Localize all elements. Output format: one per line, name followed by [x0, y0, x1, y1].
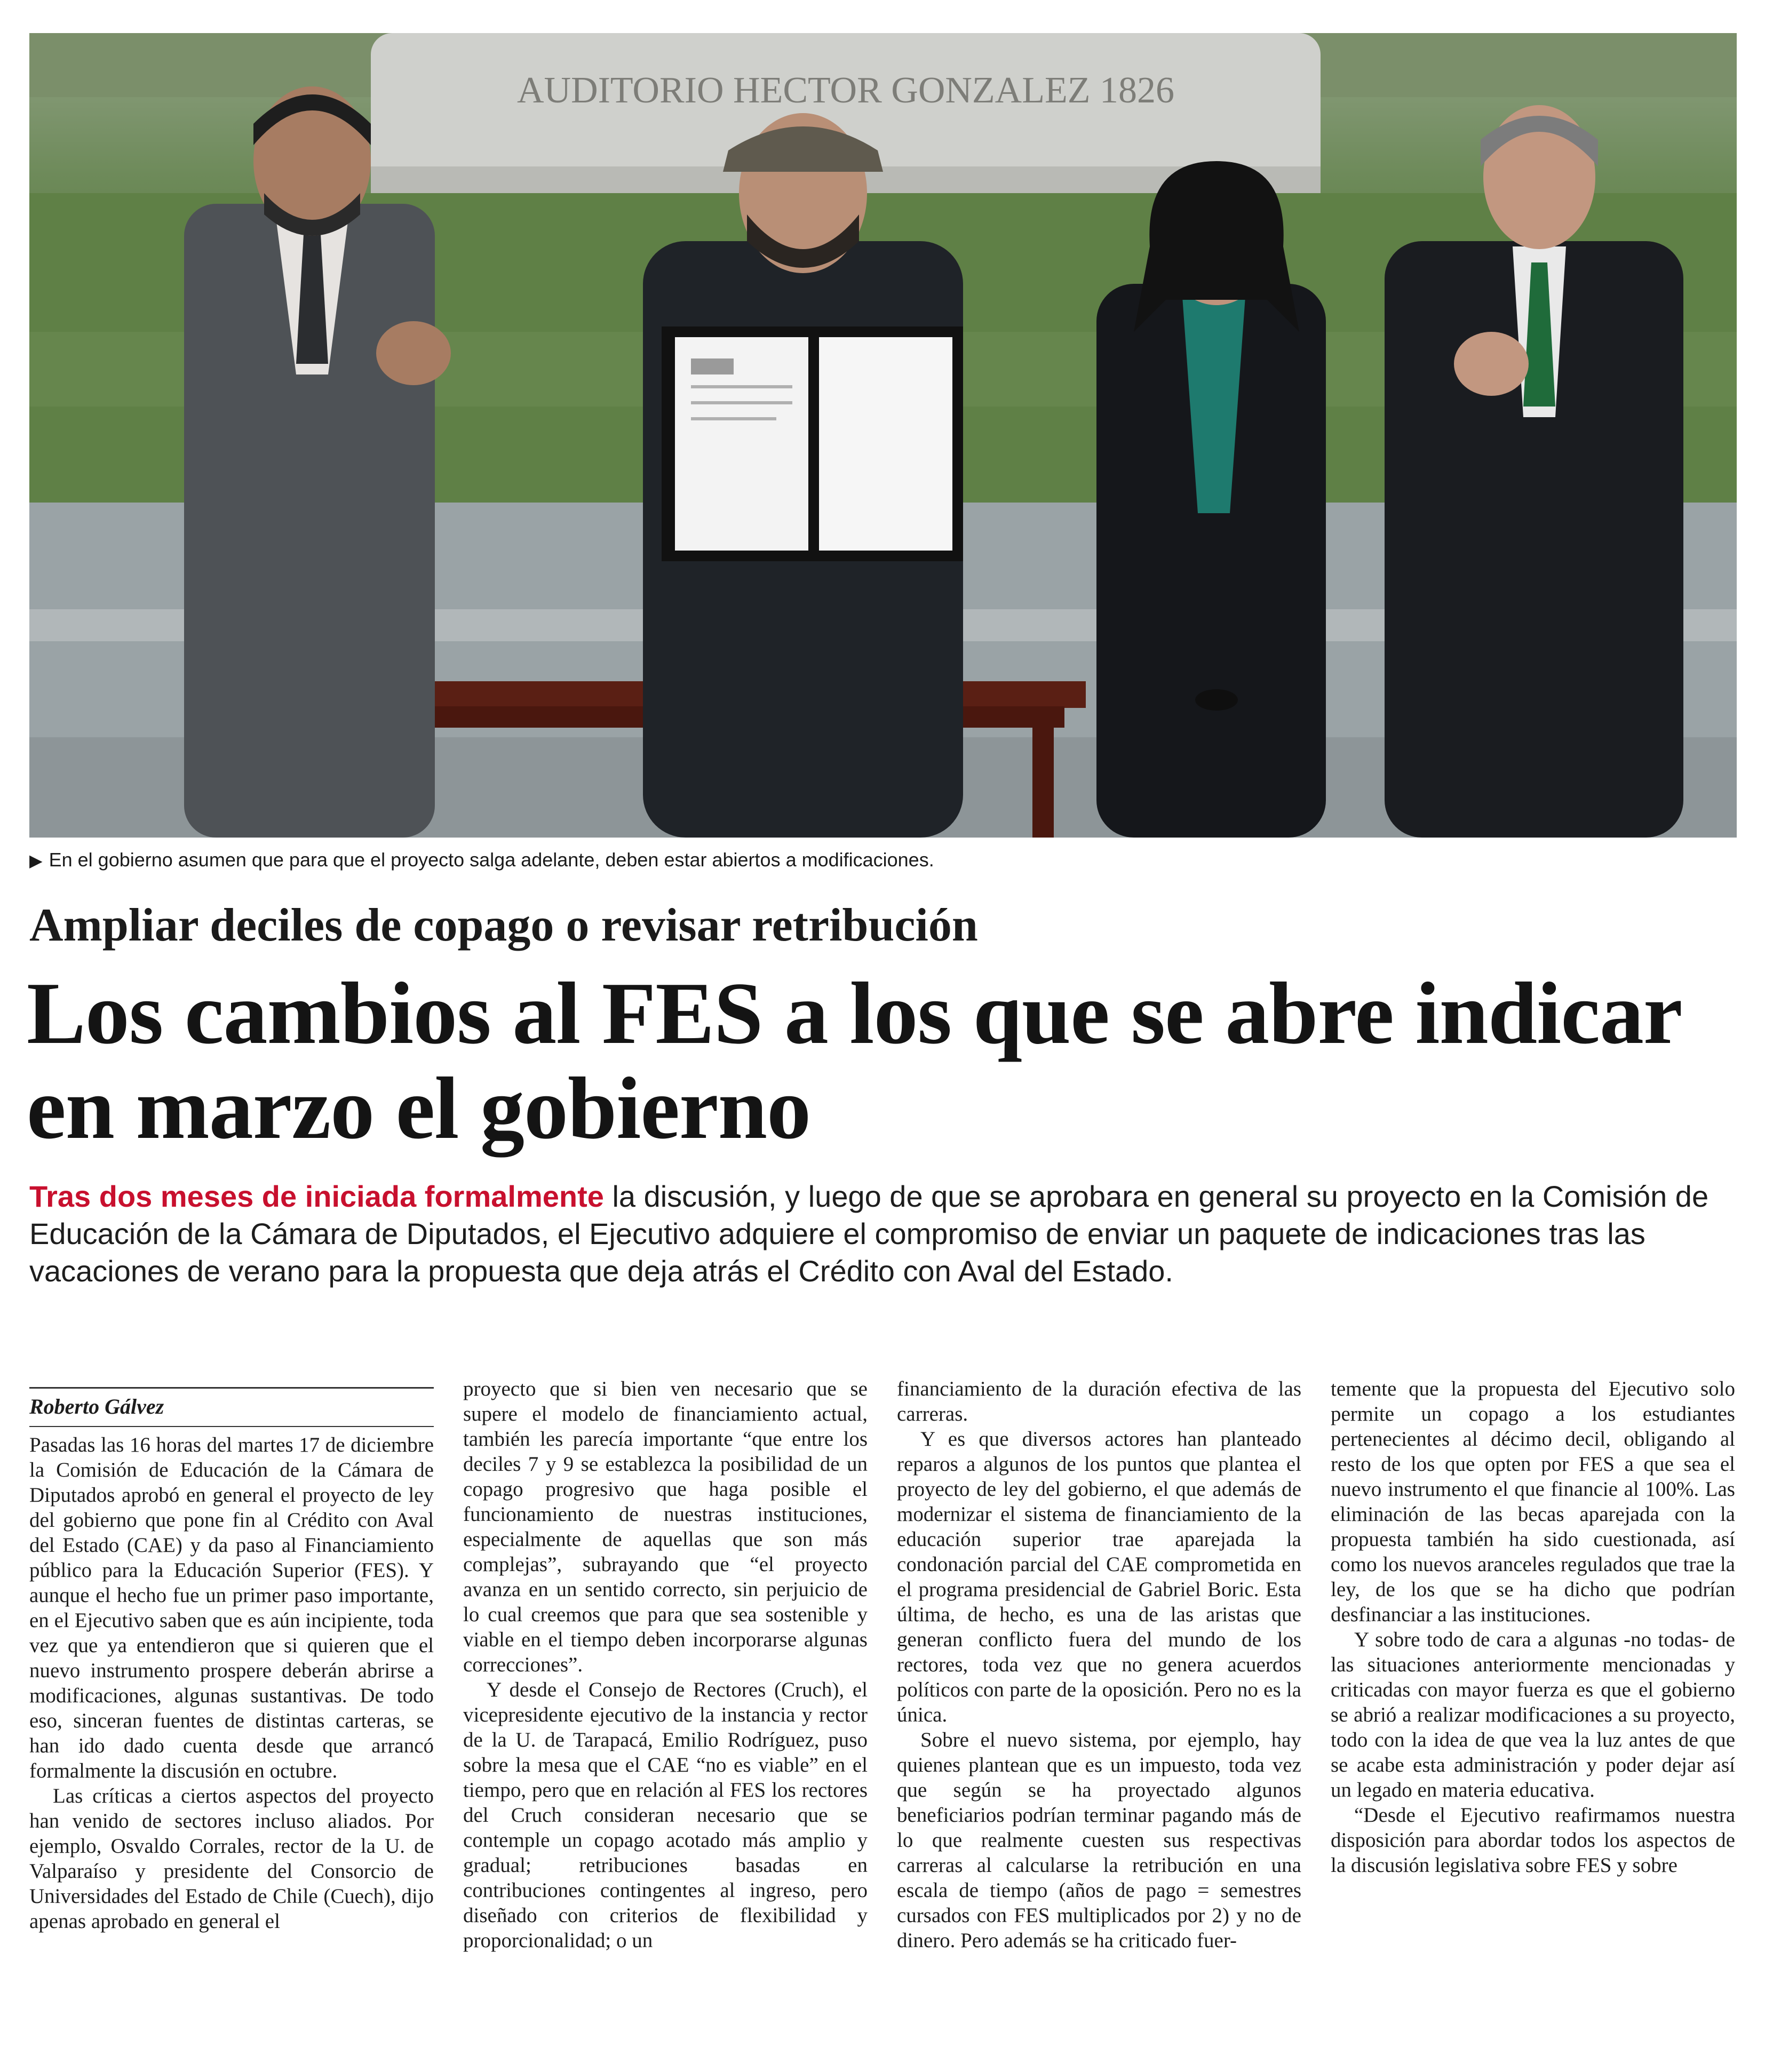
byline-divider	[29, 1387, 434, 1389]
paragraph: Pasadas las 16 horas del martes 17 de diciembre la Comisión de Educación de la Cámara de Diputados aprobó en general el proyecto de ley del gobierno que pone fin al Crédito con Aval del Estado (CAE) y da paso al Financiamiento público para la Educación Superior (FES). Y aunque el hecho fue un primer paso importante, en el Ejecutivo saben que es aún incipiente, toda vez que ya entendieron que si quieren que el nuevo instrumento prospere deberán abrirse a modificaciones, algunas sustantivas. De todo eso, sinceran fuentes de distintas carteras, se han ido dado cuenta desde que arrancó formalmente la discusión en octubre.	[29, 1433, 434, 1782]
paragraph: Y es que diversos actores han planteado reparos a algunos de los puntos que plantea el proyecto de ley del gobierno, el que además de modernizar el sistema de financiamiento de la educación superior trae aparejada la condonación parcial del CAE comprometida en el programa presidencial de Gabriel Boric. Esta última, de hecho, es una de las aristas que generan conflicto fuera del mundo de los rectores, toda vez que no genera acuerdos políticos con parte de la oposición. Pero no es la única.	[897, 1428, 1301, 1726]
paragraph: Y desde el Consejo de Rectores (Cruch), el vicepresidente ejecutivo de la instancia y rector de la U. de Tarapacá, Emilio Rodríguez, puso sobre la mesa que el CAE “no es viable” en el tiempo, pero que en relación al FES los rectores del Cruch consideran necesario que se contemple un copago acotado más amplio y gradual; retribuciones basadas en contribuciones contingentes al ingreso, pero diseñado con criterios de flexibilidad y proporcionalidad; o un	[463, 1678, 868, 1952]
paragraph: Y sobre todo de cara a algunas -no todas- de las situaciones anteriormente mencionadas y criticadas con mayor fuerza es que el gobierno se abrió a realizar modificaciones a su proyecto, todo con la idea de que vea la luz antes de que se acabe esta administración y poder dejar así un legado en materia educativa.	[1331, 1628, 1735, 1802]
paragraph: temente que la propuesta del Ejecutivo solo permite un copago a los estudiantes pertenecientes al décimo decil, obligando al resto de los que opten por FES a que sea el nuevo instrumento el que financie al 100%. Las eliminación de las becas aparejada con la propuesta también ha sido cuestionada, así como los nuevos aranceles regulados que trae la ley, de los que se ha dicho que podrían desfinanciar a las instituciones.	[1331, 1377, 1735, 1626]
body-column-2	[463, 1376, 868, 1953]
article-photo	[29, 33, 1737, 838]
paragraph: Las críticas a ciertos aspectos del proyecto han venido de sectores incluso aliados. Por ejemplo, Osvaldo Corrales, rector de la U. de Valparaíso y presidente del Consorcio de Universidades del Estado de Chile (Cuech), dijo apenas aprobado en general el	[29, 1784, 434, 1933]
paragraph: proyecto que si bien ven necesario que se supere el modelo de financiamiento actual, también les parecía importante “que entre los deciles 7 y 9 se establezca la posibilidad de un copago progresivo que haga posible el funcionamiento de nuestras instituciones, especialmente de aquellas que son más complejas”, subrayando que “el proyecto avanza en un sentido correcto, sin perjuicio de lo cual creemos que para que sea sostenible y viable en el tiempo deben incorporarse algunas correcciones”.	[463, 1377, 868, 1676]
paragraph: Sobre el nuevo sistema, por ejemplo, hay quienes plantean que es un impuesto, toda vez que según se ha proyectado algunos beneficiarios podrían terminar pagando más de lo que realmente cuesten sus respectivas carreras al calcularse la retribución en una escala de tiempo (años de pago = semestres cursados con FES multiplicados por 2) y no de dinero. Pero además se ha criticado fuer-	[897, 1728, 1301, 1952]
dek-lead: Tras dos meses de iniciada formalmente	[29, 1180, 604, 1213]
monument-inscription: AUDITORIO HECTOR GONZALEZ 1826	[516, 70, 1175, 111]
body-column-3	[897, 1376, 1301, 1953]
photo-caption	[29, 848, 1737, 872]
article-kicker: Ampliar deciles de copago o revisar retribución	[29, 899, 978, 951]
dek-rest: la discusión, y luego de que se aprobara en general su proyecto en la Comisión de Educación de la Cámara de Diputados, el Ejecutivo adquiere el compromiso de enviar un paquete de indicaciones tras las vacaciones de verano para la propuesta que deja atrás el Crédito con Aval del Estado.	[29, 1180, 1709, 1288]
body-column-4	[1331, 1376, 1735, 1878]
paragraph: “Desde el Ejecutivo reafirmamos nuestra disposición para abordar todos los aspectos de la discusión legislativa sobre FES y sobre	[1331, 1804, 1735, 1877]
byline: Roberto Gálvez	[29, 1392, 434, 1427]
article-dek	[29, 1178, 1747, 1290]
caption-text: En el gobierno asumen que para que el proyecto salga adelante, deben estar abiertos a modificaciones.	[49, 849, 934, 871]
body-column-1	[29, 1387, 434, 1934]
paragraph: financiamiento de la duración efectiva de las carreras.	[897, 1377, 1301, 1425]
triangle-marker-icon: ▶	[29, 851, 43, 870]
ceremony-photo-illustration	[29, 33, 1737, 838]
article-headline: Los cambios al FES a los que se abre indicar en marzo el gobierno	[27, 964, 1681, 1157]
